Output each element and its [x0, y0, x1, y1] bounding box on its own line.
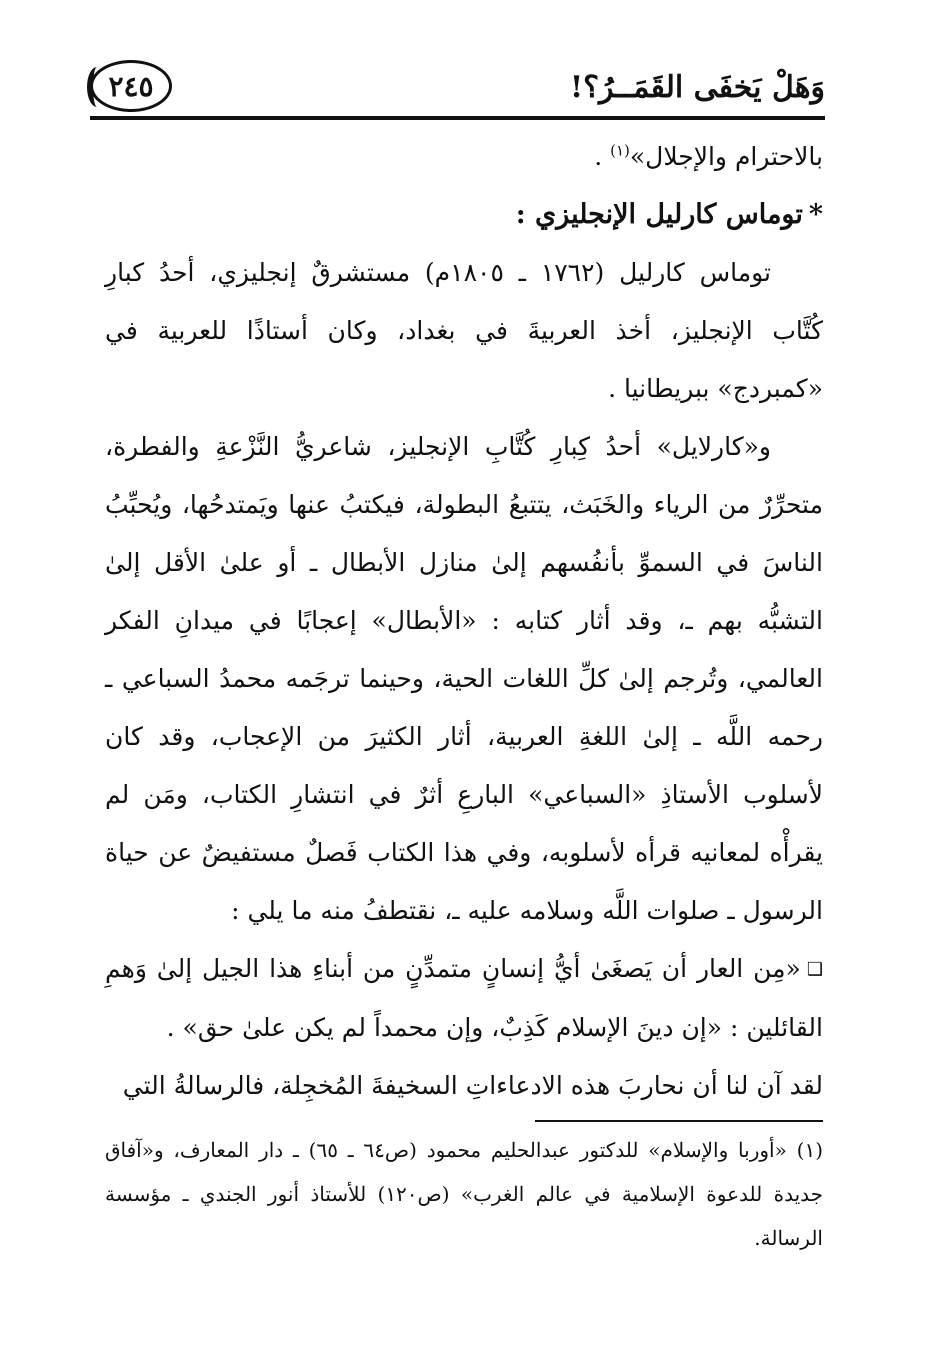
lead-line: [105, 128, 823, 186]
lead-line-text: بالاحترام والإجلال»: [629, 142, 823, 171]
main-text: [105, 128, 823, 1115]
paragraph-1: توماس كارليل (١٧٦٢ ـ ١٨٠٥م) مستشرقٌ إنجليزي، أحدُ كبارِ كُتَّاب الإنجليز، أخذ العربيةَ في بغداد، وكان أستاذًا للعربية في «كمبردج» ببريطانيا .: [105, 258, 823, 403]
footnote-rule: [535, 1120, 823, 1122]
page-number: ٢٤٥: [108, 69, 154, 103]
paragraph-3: لقد آن لنا أن نحاربَ هذه الادعاءاتِ السخيفةَ المُخجِلة، فالرسالةُ التي: [122, 1071, 823, 1100]
lead-line-end: .: [594, 142, 611, 171]
quote-paragraph: [105, 940, 823, 1057]
footnote-ref[interactable]: (١): [610, 141, 630, 160]
square-bullet-icon: ❑: [806, 959, 823, 980]
section-heading: [105, 186, 823, 244]
header-rule: [90, 116, 825, 120]
page-number-badge: [90, 60, 172, 112]
paragraph-2: و«كارلايل» أحدُ كِبارِ كُتَّابِ الإنجليز، شاعريُّ النَّزْعةِ والفطرة، متحرِّرٌ من الرياء والخَبَث، يتتبعُ البطولة، فيكتبُ عنها ويَمتدحُها، ويُحبِّبُ الناسَ في السموِّ بأنفُسهم إلىٰ منازل الأبطال ـ أو علىٰ الأقل إلىٰ التشبُّه بهم ـ، وقد أثار كتابه : «الأبطال» إعجابًا في ميدانِ الفكر العالمي، وتُرجم إلىٰ كلِّ اللغات الحية، وحينما ترجَمه محمدُ السباعي ـ رحمه اللَّه ـ إلىٰ اللغةِ العربية، أثار الكثيرَ من الإعجاب، وقد كان لأسلوب الأستاذِ «السباعي» البارعِ أثرٌ في انتشارِ الكتاب، ومَن لم يقرأْه لمعانيه قرأه لأسلوبه، وفي هذا الكتاب فَصلٌ مستفيضٌ عن حياة الرسول ـ صلوات اللَّه وسلامه عليه ـ، نقتطفُ منه ما يلي :: [105, 432, 823, 925]
star-icon: *: [808, 199, 823, 230]
footnote: [105, 1128, 823, 1260]
page-header: [90, 60, 825, 120]
quote-text: «مِن العار أن يَصغَىٰ أيُّ إنسانٍ متمدِّنٍ من أبناءِ هذا الجيل إلىٰ وَهمِ القائلين : «إن دينَ الإسلام كَذِبٌ، وإن محمداً لم يكن علىٰ حق» .: [105, 954, 823, 1042]
section-heading-text: توماس كارليل الإنجليزي :: [515, 199, 803, 230]
footnote-text: (١) «أوربا والإسلام» للدكتور عبدالحليم محمود (ص٦٤ ـ ٦٥) ـ دار المعارف، و«آفاق جديدة للدعوة الإسلامية في عالم الغرب» (ص١٢٠) للأستاذ أنور الجندي ـ مؤسسة الرسالة.: [105, 1138, 823, 1250]
running-title: وَهَلْ يَخفَى القَمَــرُ؟!: [569, 70, 825, 105]
